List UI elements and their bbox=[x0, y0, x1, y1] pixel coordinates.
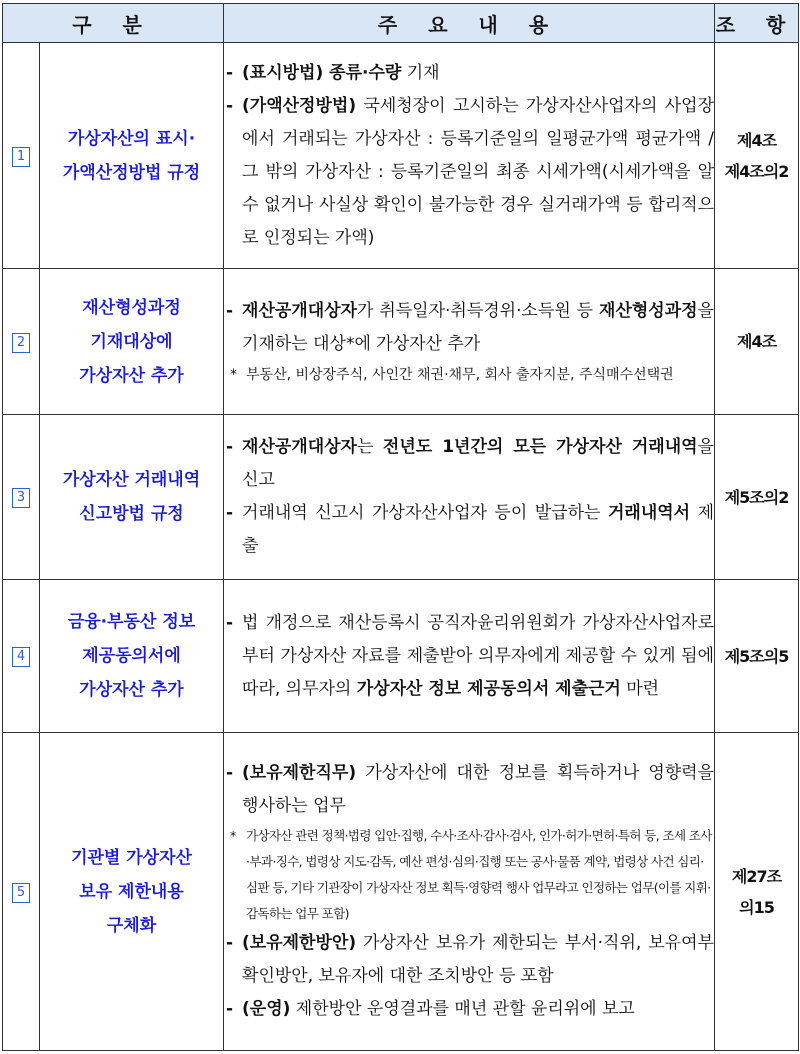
bullet-text: 마련 bbox=[620, 678, 660, 699]
category-cell bbox=[40, 415, 224, 580]
article-cell bbox=[715, 415, 799, 580]
row-number-box: 2 bbox=[12, 333, 30, 353]
row-number-cell bbox=[3, 580, 40, 733]
row-number-box: 4 bbox=[12, 647, 30, 667]
footnote: * 가상자산 관련 정책·법령 입안·집행, 수사·조사·감사·검사, 인가·허가·면허·특허 등, 조세 조사·부과·징수, 법령상 지도·감독, 예산 편성·심의·집행 또는 공사·물품 계약, 법령상 사건 심리·심판 등, 기타 기관장이 가상자산 정보 획득·영향력 행사 업무라고 인정하는 업무(이를 지휘·감독하는 업무 포함) bbox=[224, 823, 714, 927]
table-row bbox=[3, 43, 799, 269]
bullet-text: 을 신고 bbox=[242, 437, 715, 490]
bullet-text: 가 취득일자·취득경위·소득원 등 bbox=[356, 300, 600, 321]
footnote: * 부동산, 비상장주식, 사인간 채권·채무, 회사 출자지분, 주식매수선택권 bbox=[224, 361, 714, 389]
category-line: 가상자산 추가 bbox=[79, 365, 184, 386]
bullet-bold: (표시방법) 종류·수량 bbox=[242, 62, 402, 83]
category-line: 보유 제한내용 bbox=[79, 881, 184, 902]
table-row bbox=[3, 733, 799, 1051]
content-cell bbox=[224, 580, 715, 733]
header-category: 구 분 bbox=[3, 4, 224, 43]
header-row bbox=[3, 4, 799, 43]
category-line: 기관별 가상자산 bbox=[71, 847, 192, 868]
article-line: 의15 bbox=[739, 897, 774, 917]
bullet-text: 가상자산에 대한 정보를 획득하거나 영향력을 행사하는 업무 bbox=[242, 763, 715, 816]
category-line: 신고방법 규정 bbox=[79, 504, 184, 524]
article-line: 제5조의2 bbox=[724, 487, 789, 507]
content-cell bbox=[224, 733, 715, 1051]
category-line: 제공동의서에 bbox=[82, 646, 181, 666]
bullet-bold: 전년도 1년간의 모든 가상자산 거래내역 bbox=[382, 437, 698, 457]
bullet-bold: (가액산정방법) bbox=[242, 95, 357, 116]
bullet-item bbox=[224, 757, 714, 823]
header-content: 주 요 내 용 bbox=[224, 4, 715, 43]
bullet-bold: (보유제한직무) bbox=[242, 763, 357, 783]
bullet-item bbox=[224, 90, 714, 255]
bullet-text: 법 개정으로 재산등록시 공직자윤리위원회가 가상자산사업자로부터 가상자산 자료를 제출받아 의무자에게 제공할 수 있게 됨에 따라, 의무자의 bbox=[242, 612, 715, 699]
category-line: 가상자산의 표시· bbox=[67, 128, 196, 149]
header-article: 조 항 bbox=[715, 4, 799, 43]
bullet-text: 가상자산 보유가 제한되는 부서·직위, 보유여부 확인방안, 보유자에 대한 조치방안 등 포함 bbox=[242, 933, 715, 986]
category-line: 가상자산 거래내역 bbox=[62, 470, 201, 490]
bullet-bold: 가상자산 정보 제공동의서 제출근거 bbox=[356, 678, 621, 699]
row-number-cell bbox=[3, 733, 40, 1051]
bullet-bold: 재산공개대상자 bbox=[242, 437, 357, 457]
row-number-box: 1 bbox=[12, 147, 30, 167]
content-cell bbox=[224, 43, 715, 269]
bullet-text: 기재 bbox=[401, 62, 440, 83]
category-cell bbox=[40, 580, 224, 733]
article-cell bbox=[715, 43, 799, 269]
bullet-text: 제출 bbox=[242, 503, 715, 556]
content-cell bbox=[224, 269, 715, 415]
content-cell bbox=[224, 415, 715, 580]
table-row bbox=[3, 580, 799, 733]
row-number-box: 5 bbox=[12, 883, 30, 903]
bullet-bold: (보유제한방안) bbox=[242, 933, 357, 953]
bullet-text: 제한방안 운영결과를 매년 관할 윤리위에 보고 bbox=[290, 999, 635, 1019]
bullet-item bbox=[224, 927, 714, 993]
category-line: 구체화 bbox=[106, 915, 157, 936]
bullet-bold: 거래내역서 bbox=[607, 503, 691, 523]
article-line: 제4조의2 bbox=[724, 161, 789, 181]
article-line: 제4조 bbox=[736, 332, 777, 351]
bullet-item bbox=[224, 497, 714, 563]
category-cell bbox=[40, 43, 224, 269]
bullet-text: 는 bbox=[356, 437, 383, 457]
regulation-table bbox=[2, 3, 799, 1051]
article-line: 제4조 bbox=[736, 130, 777, 150]
category-line: 재산형성과정 bbox=[82, 297, 181, 318]
article-cell bbox=[715, 269, 799, 415]
bullet-text: 을 기재하는 대상*에 가상자산 추가 bbox=[242, 300, 715, 354]
row-number-cell bbox=[3, 43, 40, 269]
bullet-item bbox=[224, 295, 714, 361]
table-row bbox=[3, 269, 799, 415]
bullet-item bbox=[224, 431, 714, 497]
bullet-bold: (운영) bbox=[242, 999, 291, 1019]
category-line: 가액산정방법 규정 bbox=[62, 162, 201, 183]
bullet-bold: 재산공개대상자 bbox=[242, 300, 357, 321]
category-cell bbox=[40, 269, 224, 415]
article-line: 제27조 bbox=[731, 866, 782, 886]
category-line: 기재대상에 bbox=[90, 331, 173, 352]
table-row bbox=[3, 415, 799, 580]
bullet-bold: 재산형성과정 bbox=[599, 300, 698, 321]
bullet-item bbox=[224, 57, 714, 90]
category-line: 금융·부동산 정보 bbox=[67, 612, 196, 632]
row-number-box: 3 bbox=[12, 488, 30, 508]
category-cell bbox=[40, 733, 224, 1051]
article-cell bbox=[715, 580, 799, 733]
article-cell bbox=[715, 733, 799, 1051]
bullet-text: 거래내역 신고시 가상자산사업자 등이 발급하는 bbox=[242, 503, 608, 523]
category-line: 가상자산 추가 bbox=[79, 680, 184, 700]
bullet-text: 국세청장이 고시하는 가상자산사업자의 사업장에서 거래되는 가상자산 : 등록기준일의 일평균가액 평균가액 / 그 밖의 가상자산 : 등록기준일의 최종 시세가액(시세가액을 알 수 없거나 사실상 확인이 불가능한 경우 실거래가액 등 합리적으로 인정되는 가액) bbox=[242, 95, 715, 248]
bullet-item bbox=[224, 993, 714, 1026]
bullet-item bbox=[224, 607, 714, 706]
article-line: 제5조의5 bbox=[724, 646, 789, 666]
row-number-cell bbox=[3, 415, 40, 580]
row-number-cell bbox=[3, 269, 40, 415]
